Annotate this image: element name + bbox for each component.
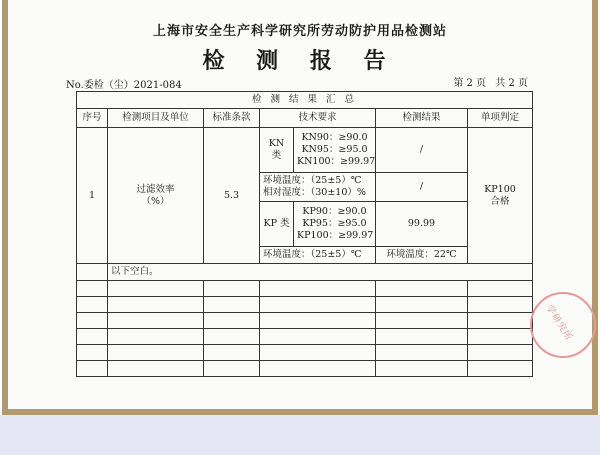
blank-cell [260,313,376,329]
blank-note: 以下空白。 [108,264,533,281]
blank-cell [77,264,108,281]
blank-cell [108,281,204,297]
institute-name: 上海市安全生产科学研究所劳动防护用品检测站 [152,24,447,39]
kp-spec-line: KP95：≥95.0 [302,218,367,229]
blank-cell [77,329,108,345]
env-temperature: 环境温度：（25±5）℃ [263,175,362,186]
blank-cell [204,313,260,329]
blank-cell [376,313,468,329]
kp-spec-line: KP90：≥90.0 [302,206,367,217]
blank-cell [468,329,533,345]
blank-cell [204,297,260,313]
blank-cell [77,313,108,329]
blank-cell [204,281,260,297]
cell-clause: 5.3 [204,128,260,264]
page-total: 共 2 页 [495,78,528,89]
blank-cell [108,297,204,313]
env-humidity: 相对湿度：（30±10）% [263,187,366,198]
kp-label: KP 类 [260,202,294,247]
cell-seq: 1 [77,128,108,264]
blank-cell [260,297,376,313]
env-result-1: / [376,173,468,202]
blank-cell [468,313,533,329]
kp-spec-line: KP100：≥99.97 [297,230,374,241]
page-current: 第 2 页 [453,78,487,89]
blank-cell [108,313,204,329]
blank-cell [77,297,108,313]
kn-spec-line: KN95：≥95.0 [301,144,368,155]
blank-cell [108,329,204,345]
kn-label: KN 类 [260,128,294,173]
blank-cell [468,281,533,297]
col-header-judgement: 单项判定 [468,109,533,128]
report-title: 检 测 报 告 [202,48,398,74]
blank-cell [260,361,376,377]
blank-cell [77,281,108,297]
blank-cell [376,297,468,313]
blank-cell [108,345,204,361]
kn-spec-line: KN100：≥99.97 [297,156,376,167]
kn-result: / [376,128,468,173]
seal-text: 学研究所 [543,303,574,343]
item-unit: （%） [141,195,170,207]
kn-specs [294,128,376,173]
blank-cell [468,361,533,377]
env-conditions-2: 环境温度：（25±5）℃ [260,247,376,264]
blank-cell [260,329,376,345]
cell-item [108,128,204,264]
page-info [447,74,528,89]
blank-cell [376,361,468,377]
blank-cell [204,361,260,377]
blank-cell [204,345,260,361]
blank-cell [376,345,468,361]
official-seal [530,292,596,358]
blank-cell [77,361,108,377]
blank-cell [376,329,468,345]
col-header-seq: 序号 [77,109,108,128]
blank-cell [260,345,376,361]
cell-judgement [468,128,533,264]
kp-specs [294,202,376,247]
judgement-verdict: 合格 [490,195,510,207]
report-paper [2,0,598,415]
blank-cell [376,281,468,297]
env-conditions-1 [260,173,376,202]
results-table [76,91,533,377]
col-header-item: 检测项目及单位 [108,109,204,128]
col-header-clause: 标准条款 [204,109,260,128]
blank-cell [468,297,533,313]
col-header-result: 检测结果 [376,109,468,128]
kn-spec-line: KN90：≥90.0 [301,132,368,143]
kp-result: 99.99 [376,202,468,247]
blank-cell [260,281,376,297]
summary-title: 检 测 结 果 汇 总 [77,92,533,109]
blank-cell [468,345,533,361]
report-number: No.委检（尘）2021-084 [66,80,182,91]
judgement-grade: KP100 [484,183,516,195]
blank-cell [77,345,108,361]
blank-cell [204,329,260,345]
item-name: 过滤效率 [136,183,175,195]
env-result-2: 环境温度：22℃ [376,247,468,264]
blank-cell [108,361,204,377]
col-header-requirement: 技术要求 [260,109,376,128]
